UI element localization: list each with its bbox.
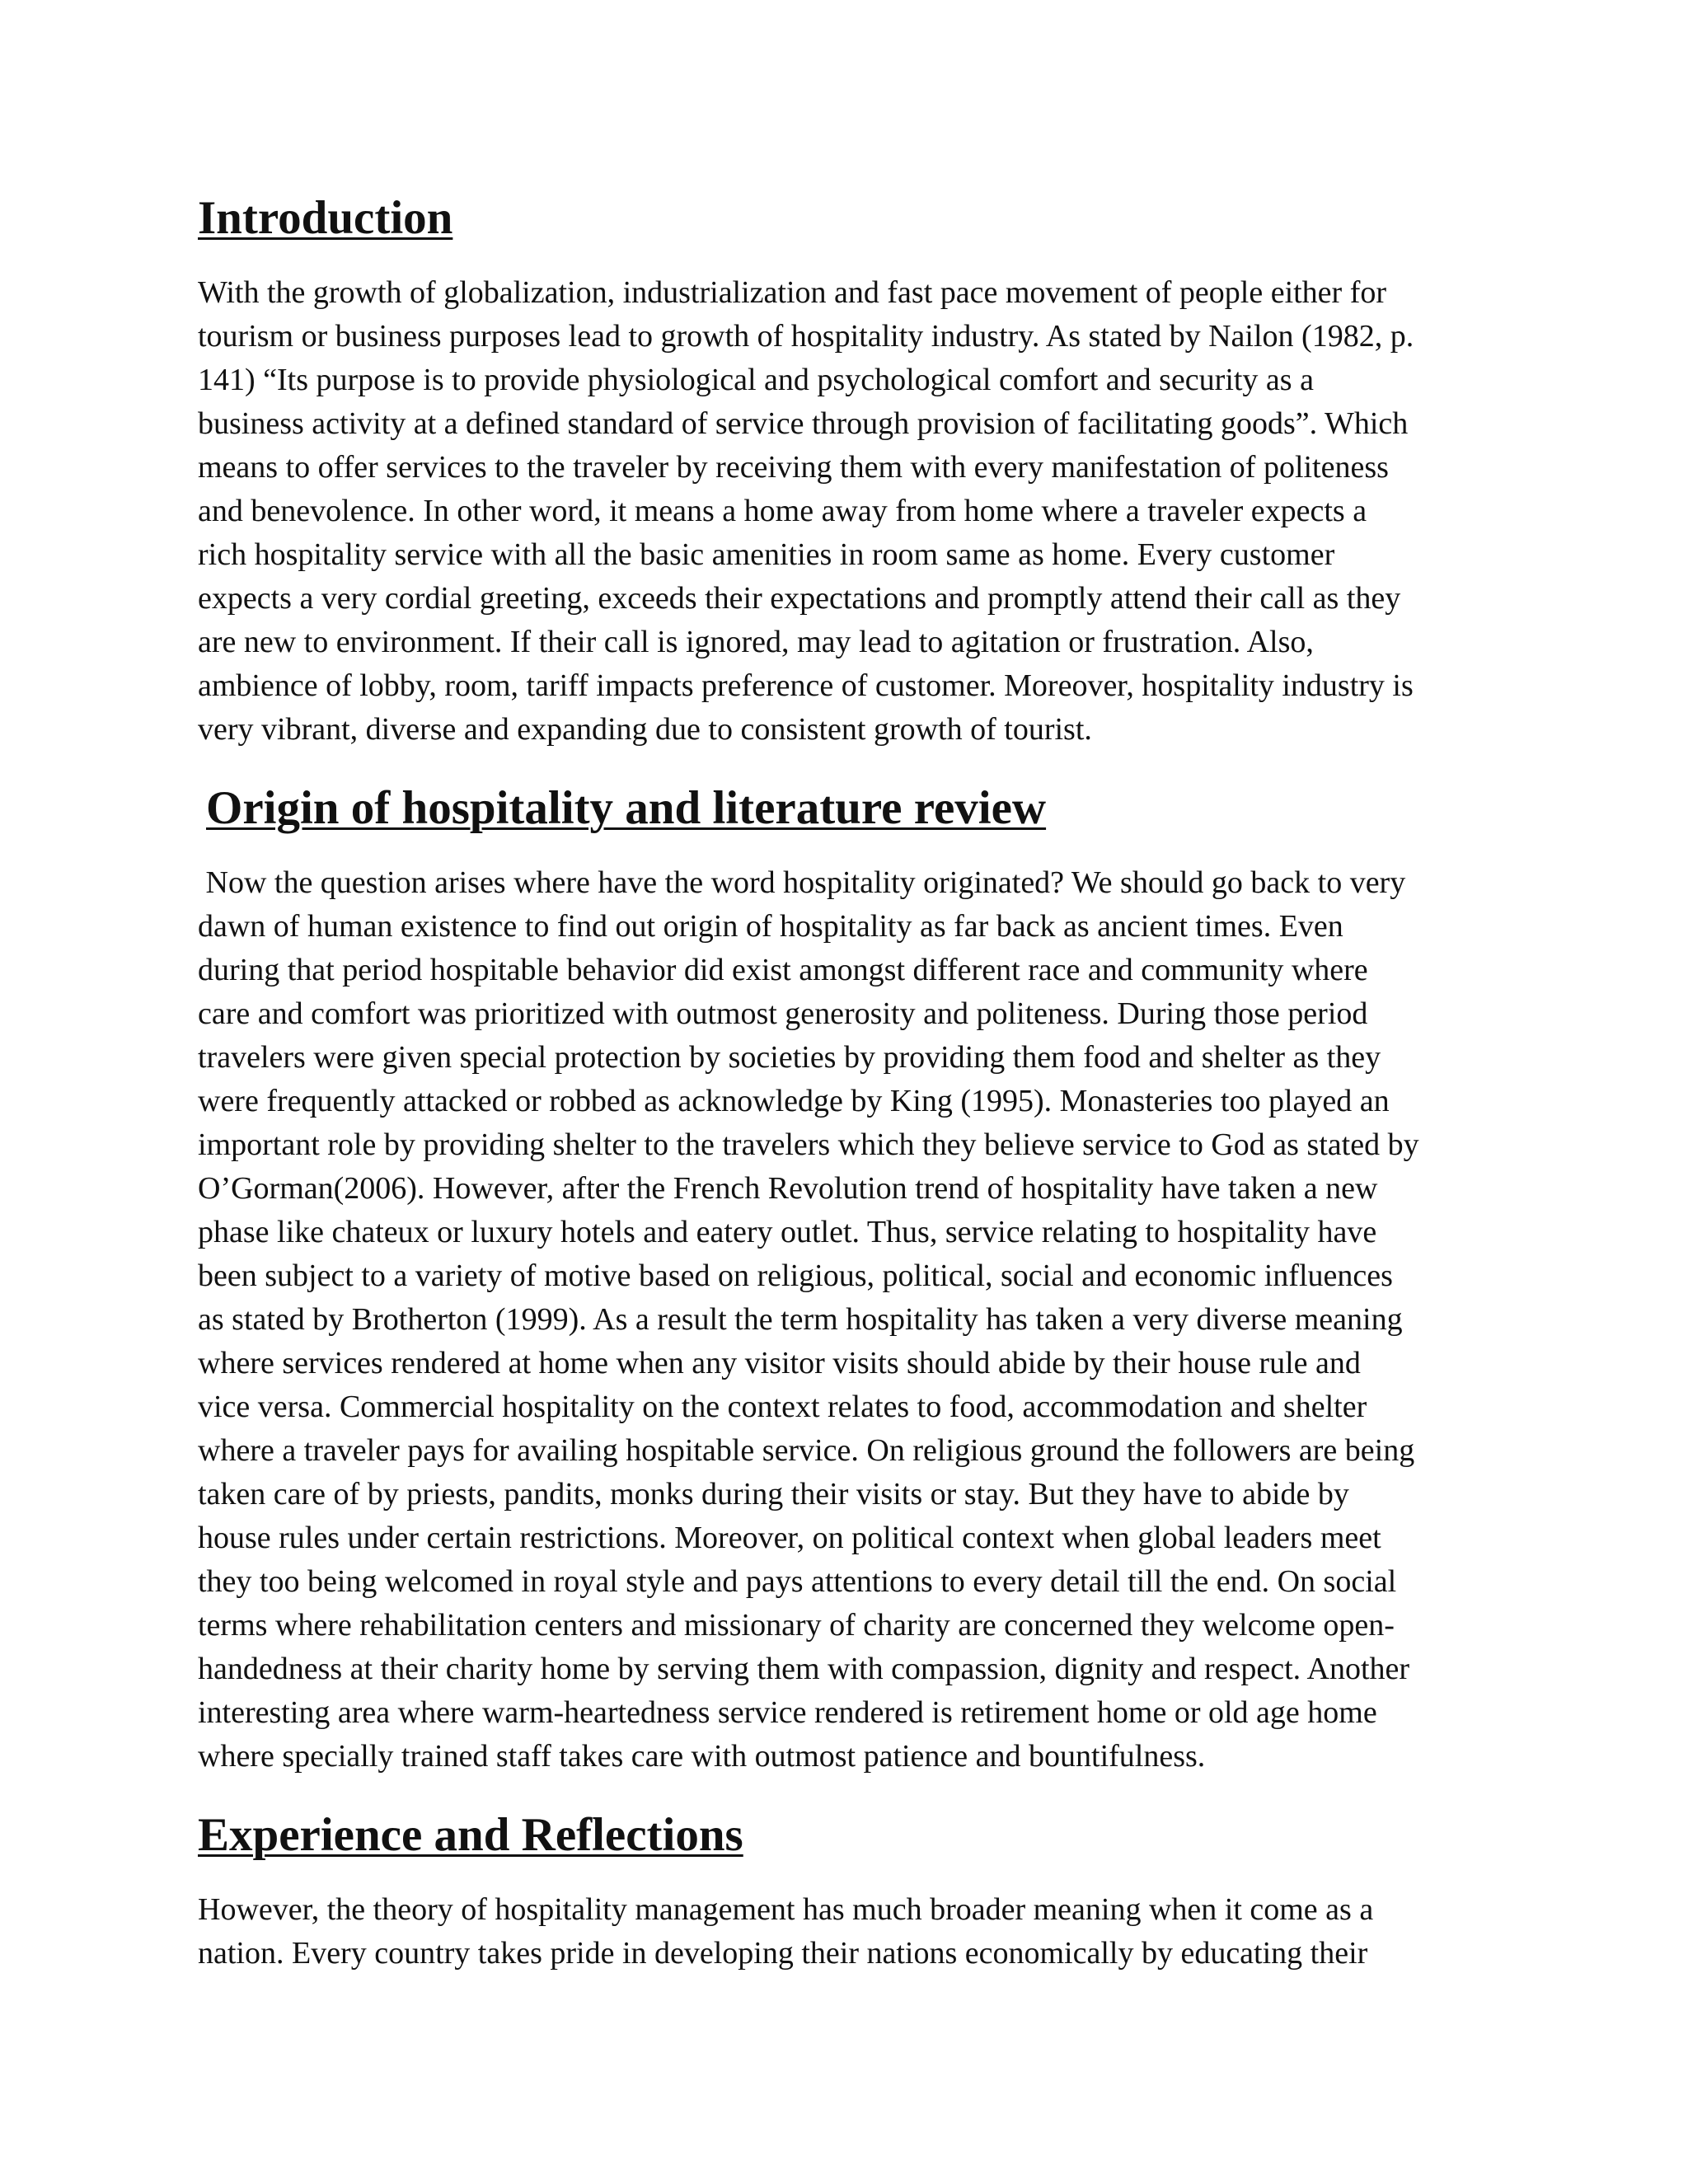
text-line: they too being welcomed in royal style and pays attentions to every detail till the end. On social bbox=[198, 1564, 1397, 1599]
text-line: where specially trained staff takes care with outmost patience and bountifulness. bbox=[198, 1739, 1206, 1774]
text-line: important role by providing shelter to the travelers which they believe service to God as stated by bbox=[198, 1127, 1419, 1162]
text-line: dawn of human existence to find out origin of hospitality as far back as ancient times. Even bbox=[198, 909, 1343, 944]
text-line: taken care of by priests, pandits, monks during their visits or stay. But they have to abide by bbox=[198, 1477, 1349, 1511]
text-line: where a traveler pays for availing hospitable service. On religious ground the followers are being bbox=[198, 1433, 1415, 1468]
text-line: ambience of lobby, room, tariff impacts preference of customer. Moreover, hospitality industry is bbox=[198, 668, 1414, 703]
text-line: rich hospitality service with all the basic amenities in room same as home. Every customer bbox=[198, 537, 1335, 572]
text-line: care and comfort was prioritized with outmost generosity and politeness. During those period bbox=[198, 996, 1368, 1031]
text-line: as stated by Brotherton (1999). As a result the term hospitality has taken a very diverse meaning bbox=[198, 1302, 1403, 1337]
text-line: interesting area where warm-heartedness service rendered is retirement home or old age home bbox=[198, 1695, 1377, 1730]
paragraph-introduction bbox=[198, 271, 1500, 752]
text-line: However, the theory of hospitality management has much broader meaning when it come as a bbox=[198, 1892, 1374, 1927]
text-line: O’Gorman(2006). However, after the French Revolution trend of hospitality have taken a new bbox=[198, 1171, 1378, 1206]
text-line: where services rendered at home when any visitor visits should abide by their house rule and bbox=[198, 1346, 1361, 1380]
text-line: very vibrant, diverse and expanding due to consistent growth of tourist. bbox=[198, 712, 1092, 747]
text-line: With the growth of globalization, industrialization and fast pace movement of people either for bbox=[198, 275, 1387, 310]
section-heading-experience: Experience and Reflections bbox=[198, 1809, 743, 1861]
text-line: travelers were given special protection by societies by providing them food and shelter as they bbox=[198, 1040, 1381, 1075]
text-line: tourism or business purposes lead to growth of hospitality industry. As stated by Nailon (1982, p. bbox=[198, 319, 1414, 354]
text-line: handedness at their charity home by serving them with compassion, dignity and respect. Another bbox=[198, 1652, 1410, 1686]
text-line: during that period hospitable behavior did exist amongst different race and community where bbox=[198, 953, 1368, 987]
text-line: been subject to a variety of motive based on religious, political, social and economic influences bbox=[198, 1258, 1393, 1293]
text-line: means to offer services to the traveler by receiving them with every manifestation of politeness bbox=[198, 450, 1389, 485]
section-heading-origin: Origin of hospitality and literature review bbox=[206, 782, 1047, 834]
text-line: Now the question arises where have the word hospitality originated? We should go back to very bbox=[198, 865, 1406, 900]
paragraph-experience bbox=[198, 1888, 1500, 1975]
text-line: 141) “Its purpose is to provide physiological and psychological comfort and security as a bbox=[198, 363, 1314, 397]
text-line: were frequently attacked or robbed as acknowledge by King (1995). Monasteries too played an bbox=[198, 1084, 1390, 1118]
text-line: nation. Every country takes pride in developing their nations economically by educating their bbox=[198, 1936, 1368, 1971]
text-line: business activity at a defined standard of service through provision of facilitating goods”. Which bbox=[198, 406, 1409, 441]
text-line: are new to environment. If their call is ignored, may lead to agitation or frustration. Also, bbox=[198, 625, 1314, 659]
paragraph-origin bbox=[198, 861, 1500, 1779]
text-line: vice versa. Commercial hospitality on the context relates to food, accommodation and shelter bbox=[198, 1390, 1367, 1424]
text-line: expects a very cordial greeting, exceeds their expectations and promptly attend their call as they bbox=[198, 581, 1401, 616]
section-heading-introduction: Introduction bbox=[198, 192, 453, 244]
text-line: house rules under certain restrictions. Moreover, on political context when global leaders meet bbox=[198, 1521, 1381, 1555]
text-line: phase like chateux or luxury hotels and eatery outlet. Thus, service relating to hospitality have bbox=[198, 1215, 1377, 1249]
text-line: terms where rehabilitation centers and missionary of charity are concerned they welcome open- bbox=[198, 1608, 1395, 1643]
document-body bbox=[198, 192, 1500, 1975]
text-line: and benevolence. In other word, it means a home away from home where a traveler expects a bbox=[198, 494, 1367, 528]
